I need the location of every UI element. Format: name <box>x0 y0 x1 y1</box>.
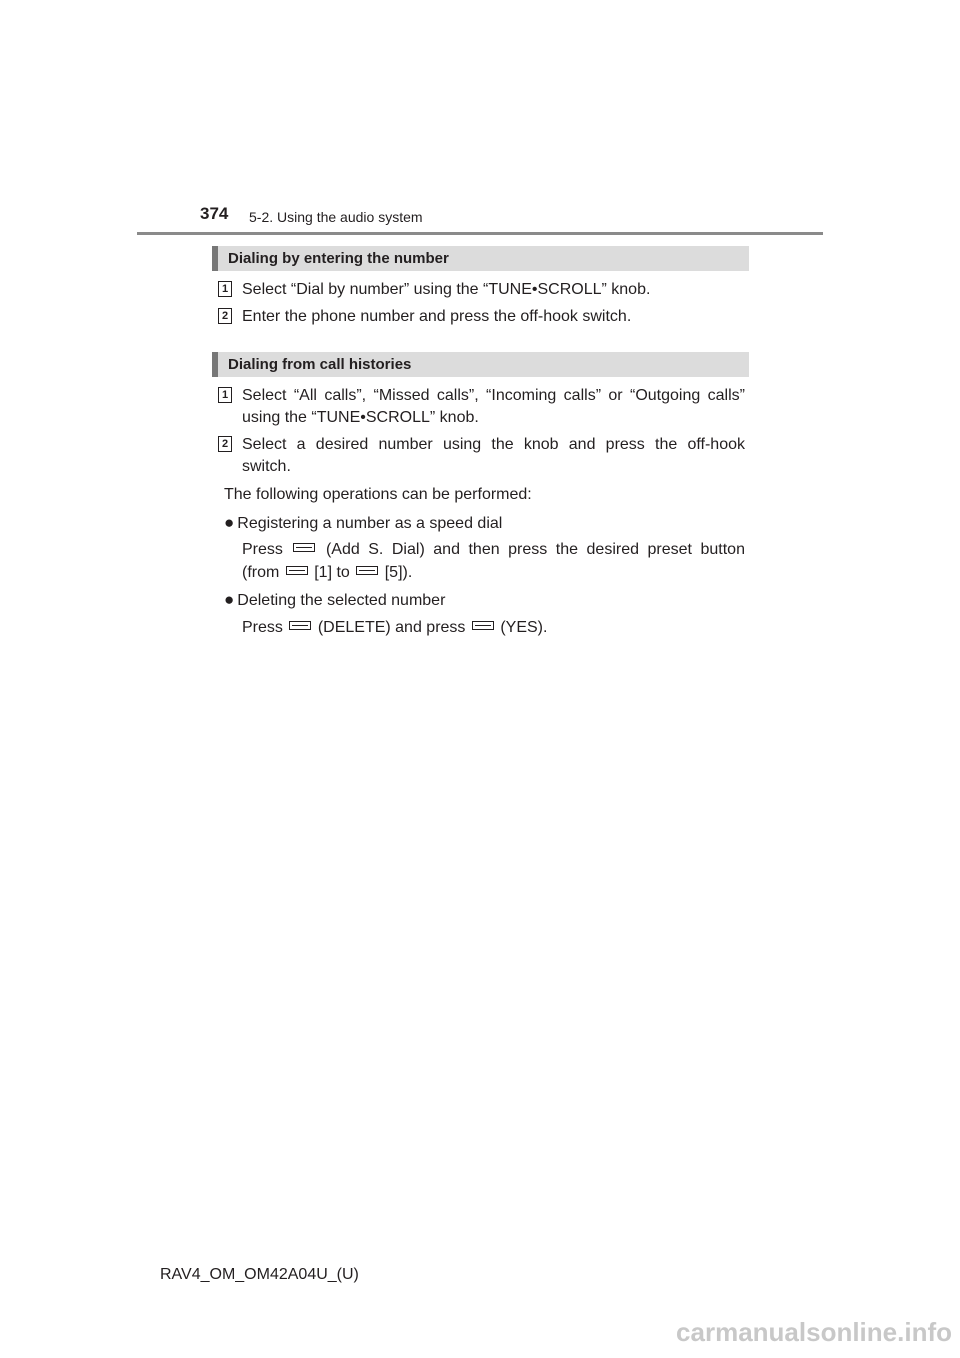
page-number: 374 <box>200 204 229 223</box>
step-text: Select “All calls”, “Missed calls”, “Incoming calls” or “Outgoing calls” <box>242 387 745 404</box>
bullet-item <box>224 589 445 611</box>
instruction-text: (Add S. Dial) and then press the desired preset button <box>325 541 745 558</box>
instruction-text: Press <box>242 619 283 636</box>
step-number-box: 2 <box>218 436 232 452</box>
operations-intro: The following operations can be performed: <box>224 486 532 503</box>
instruction-line <box>242 617 547 638</box>
step-text: Select “Dial by number” using the “TUNE•SCROLL” knob. <box>242 281 651 298</box>
button-icon <box>293 543 315 552</box>
step-text: Select a desired number using the knob and press the off-hook <box>242 436 745 453</box>
section-heading-label: Dialing from call histories <box>228 356 412 373</box>
document-code: RAV4_OM_OM42A04U_(U) <box>160 1266 359 1283</box>
instruction-text: (from <box>242 564 280 581</box>
bullet-title: Deleting the selected number <box>237 592 446 609</box>
instruction-text: [5]). <box>384 564 413 581</box>
step-number-box: 1 <box>218 387 232 403</box>
bullet-icon: ● <box>224 513 235 532</box>
instruction-text: (YES). <box>500 619 548 636</box>
instruction-text: [1] to <box>314 564 350 581</box>
step-text: using the “TUNE•SCROLL” knob. <box>242 409 479 426</box>
section-heading-dial-number <box>212 246 749 271</box>
bullet-title: Registering a number as a speed dial <box>237 515 503 532</box>
step-text: switch. <box>242 458 291 475</box>
section-title: 5-2. Using the audio system <box>249 209 423 225</box>
instruction-line <box>242 562 412 583</box>
button-icon <box>289 621 311 630</box>
button-icon <box>356 566 378 575</box>
instruction-line <box>242 539 745 560</box>
watermark: carmanualsonline.info <box>676 1317 952 1347</box>
section-heading-label: Dialing by entering the number <box>228 250 449 267</box>
instruction-text: Press <box>242 541 283 558</box>
step-text: Enter the phone number and press the off-hook switch. <box>242 308 632 325</box>
step-number-box: 1 <box>218 281 232 297</box>
bullet-item <box>224 512 502 534</box>
section-heading-call-histories <box>212 352 749 377</box>
header-rule <box>137 232 823 235</box>
step-number-box: 2 <box>218 308 232 324</box>
bullet-icon: ● <box>224 590 235 609</box>
button-icon <box>472 621 494 630</box>
instruction-text: (DELETE) and press <box>317 619 466 636</box>
button-icon <box>286 566 308 575</box>
